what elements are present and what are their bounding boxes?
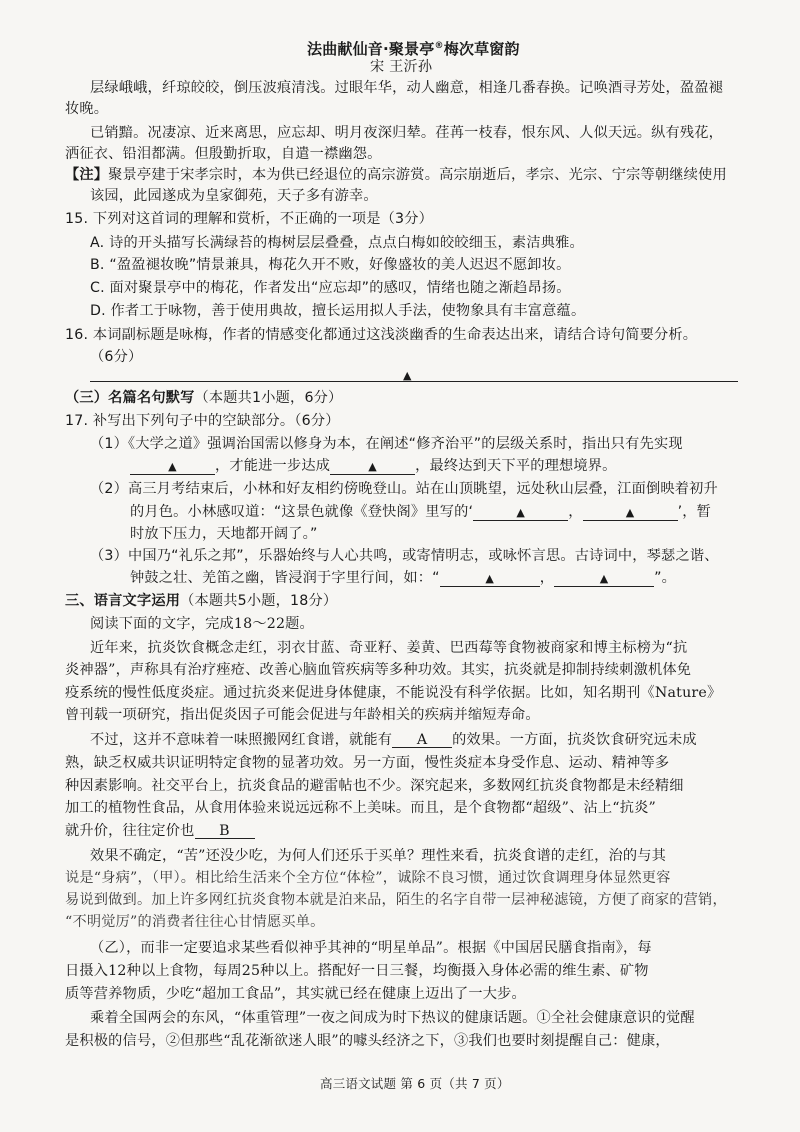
passage-line: 加工的植物性食品，从食用体验来说远远称不上美味。而且，是个食物都“超级”、沾上“抗炎” xyxy=(65,800,656,816)
passage-line: 质等营养物质，少吃“超加工食品”，其实就已经在健康上迈出了一大步。 xyxy=(65,986,526,1002)
q17-text: ， xyxy=(539,570,555,586)
note-label: 【注】 xyxy=(65,167,109,183)
q17-part2-end: 时放下压力，天地都开阔了。” xyxy=(130,526,318,542)
fill-blank[interactable]: ▲ xyxy=(440,569,540,587)
passage-line: 种因素影响。社交平台上，抗炎食品的避雷帖也不少。深究起来，多数网红抗炎食物都是未经精细 xyxy=(65,778,684,794)
poem-title-tail: 梅次草窗韵 xyxy=(443,40,520,58)
q17-text: ”。 xyxy=(654,570,677,586)
reading-intro: 阅读下面的文字，完成18～22题。 xyxy=(90,616,314,632)
q17-text: ， xyxy=(568,504,583,520)
section-note: （本题共1小题，6分） xyxy=(194,390,343,406)
poem-note xyxy=(65,165,727,185)
q15-option-c: C. 面对聚景亭中的梅花，作者发出“应忘却”的感叹，情绪也随之渐趋昂扬。 xyxy=(90,280,571,296)
fill-blank[interactable]: ▲ xyxy=(330,457,415,475)
answer-marker: ▲ xyxy=(403,369,412,382)
poem-line: 妆晚。 xyxy=(65,101,109,117)
blank-a[interactable]: A xyxy=(392,730,452,748)
section-title: （三）名篇名句默写 xyxy=(65,390,195,406)
passage-text: 不过，这并不意味着一味照搬网红食谱，就能有 xyxy=(90,732,393,748)
passage-line: 易说到做到。加上许多网红抗炎食物本就是泊来品，陌生的名字自带一层神秘滤镜，方便了商家的营销， xyxy=(65,892,727,908)
question-16-score: （6分） xyxy=(90,349,143,365)
q17-part1-blanks xyxy=(130,456,617,476)
passage-text: 的效果。一方面，抗炎饮食研究远未成 xyxy=(452,732,697,748)
passage-line: 效果不确定，“苦”还没少吃，为何人们还乐于买单？理性来看，抗炎食谱的走红，治的与其 xyxy=(90,848,667,864)
q17-text: ’，暂 xyxy=(677,504,712,520)
passage-line: 炎神器”，声称具有治疗痤疮、改善心脑血管疾病等多种功效。其实，抗炎就是抑制持续刺激机体免 xyxy=(65,662,692,678)
q17-part3: （3）中国乃“礼乐之邦”，乐器始终与人心共鸣，或寄情明志，或咏怀言思。古诗词中，琴瑟之谐、 xyxy=(90,548,719,564)
q17-part3-blanks xyxy=(130,568,676,588)
section-note: （本题共5小题，18分） xyxy=(180,593,338,609)
section-heading-recitation xyxy=(65,388,342,408)
passage-text: 就升价，往往定价也 xyxy=(65,823,195,839)
question-16-stem: 16. 本词副标题是咏梅，作者的情感变化都通过这浅淡幽香的生命表达出来，请结合诗句简要分析。 xyxy=(65,327,698,343)
q15-option-b: B. “盈盈褪妆晚”情景兼具，梅花久开不败，好像盛妆的美人迟迟不愿卸妆。 xyxy=(90,257,571,273)
passage-line xyxy=(65,821,255,841)
passage-line: 日摄入12种以上食物，每周25种以上。搭配好一日三餐，均衡摄入身体必需的维生素、矿物 xyxy=(65,963,649,979)
q17-part2: （2）高三月考结束后，小林和好友相约傍晚登山。站在山顶眺望，远处秋山层叠，江面倒映着初升 xyxy=(90,481,718,497)
passage-line: 说是“身病”，（甲）。相比给生活来个全方位“体检”，诚除不良习惯，通过饮食调理身体显然更容 xyxy=(65,870,671,886)
question-17-stem: 17. 补写出下列句子中的空缺部分。（6分） xyxy=(65,413,340,429)
poem-line: 洒征衣、铅泪都满。但殷勤折取，自遣一襟幽怨。 xyxy=(65,146,382,162)
note-text: 聚景亭建于宋孝宗时，本为供已经退位的高宗游赏。高宗崩逝后，孝宗、光宗、宁宗等朝继续使用 xyxy=(108,167,727,183)
section-title: 三、语言文字运用 xyxy=(65,593,181,609)
poem-title xyxy=(307,36,520,59)
poem-line: 层绿峨峨，纤琼皎皎，倒压波痕清浅。过眼年华，动人幽意，相逢几番春换。记唤酒寻芳处，盈盈褪 xyxy=(90,80,724,96)
fill-blank[interactable]: ▲ xyxy=(554,569,654,587)
q17-part1: （1）《大学之道》强调治国需以修身为本，在阐述“修齐治平”的层级关系时，指出只有先实现 xyxy=(90,436,683,452)
q15-option-a: A. 诗的开头描写长满绿苔的梅树层层叠叠，点点白梅如皎皎细玉，素洁典雅。 xyxy=(90,235,584,251)
passage-line: 乘着全国两会的东风，“体重管理”一夜之间成为时下热议的健康话题。①全社会健康意识的觉醒 xyxy=(90,1010,695,1026)
blank-b[interactable]: B xyxy=(195,821,255,839)
passage-line: “不明觉厉”的消费者往往心甘情愿买单。 xyxy=(65,914,325,930)
passage-line: 曾刊载一项研究，指出促炎因子可能会促进与年龄相关的疾病并缩短寿命。 xyxy=(65,707,540,723)
passage-line: 熟，缺乏权威共识证明特定食物的显著功效。另一方面，慢性炎症本身受作息、运动、精神等多 xyxy=(65,755,670,771)
page-footer: 高三语文试题 第 6 页（共 7 页） xyxy=(320,1076,510,1091)
passage-line: 近年来，抗炎饮食概念走红，羽衣甘蓝、奇亚籽、姜黄、巴西莓等食物被商家和博主标榜为“抗 xyxy=(90,640,688,656)
passage-line: （乙），而非一定要追求某些看似神乎其神的“明星单品”。根据《中国居民膳食指南》，每 xyxy=(90,940,652,956)
q17-text: 钟鼓之壮、羌笛之幽，皆浸润于字里行间，如：“ xyxy=(130,570,440,586)
q15-option-d: D. 作者工于咏物，善于使用典故，擅长运用拟人手法，使物象具有丰富意蕴。 xyxy=(90,303,586,319)
passage-line: 疫系统的慢性低度炎症。通过抗炎来促进身体健康，不能说没有科学依据。比如，知名期刊《Nature》 xyxy=(65,685,722,701)
poem-title-main: 法曲献仙音·聚景亭 xyxy=(307,40,435,58)
fill-blank[interactable]: ▲ xyxy=(473,503,568,521)
poem-line: 已销黯。况凄凉、近来离思，应忘却、明月夜深归辇。荏苒一枝春，恨东风、人似天远。纵有残花， xyxy=(90,125,724,141)
section-heading-language xyxy=(65,591,337,611)
question-15-stem: 15. 下列对这首词的理解和赏析，不正确的一项是（3分） xyxy=(65,211,434,227)
answer-line xyxy=(90,381,738,382)
q17-text: ，才能进一步达成 xyxy=(215,458,331,474)
q17-part2-blanks xyxy=(130,502,711,522)
poem-note-line: 该园，此园遂成为皇家御苑，天子多有游幸。 xyxy=(90,188,378,204)
poem-title-footnote-mark: ® xyxy=(434,41,444,51)
q17-text: 的月色。小林感叹道：“这景色就像《登快阁》里写的‘ xyxy=(130,504,474,520)
q17-text: ，最终达到天下平的理想境界。 xyxy=(415,458,617,474)
fill-blank[interactable]: ▲ xyxy=(583,503,678,521)
passage-line: 是积极的信号，②但那些“乱花渐欲迷人眼”的噱头经济之下，③我们也要时刻提醒自己：健康， xyxy=(65,1033,670,1049)
poem-author: 宋 王沂孙 xyxy=(370,59,433,75)
fill-blank[interactable]: ▲ xyxy=(130,457,215,475)
passage-line xyxy=(90,730,697,750)
